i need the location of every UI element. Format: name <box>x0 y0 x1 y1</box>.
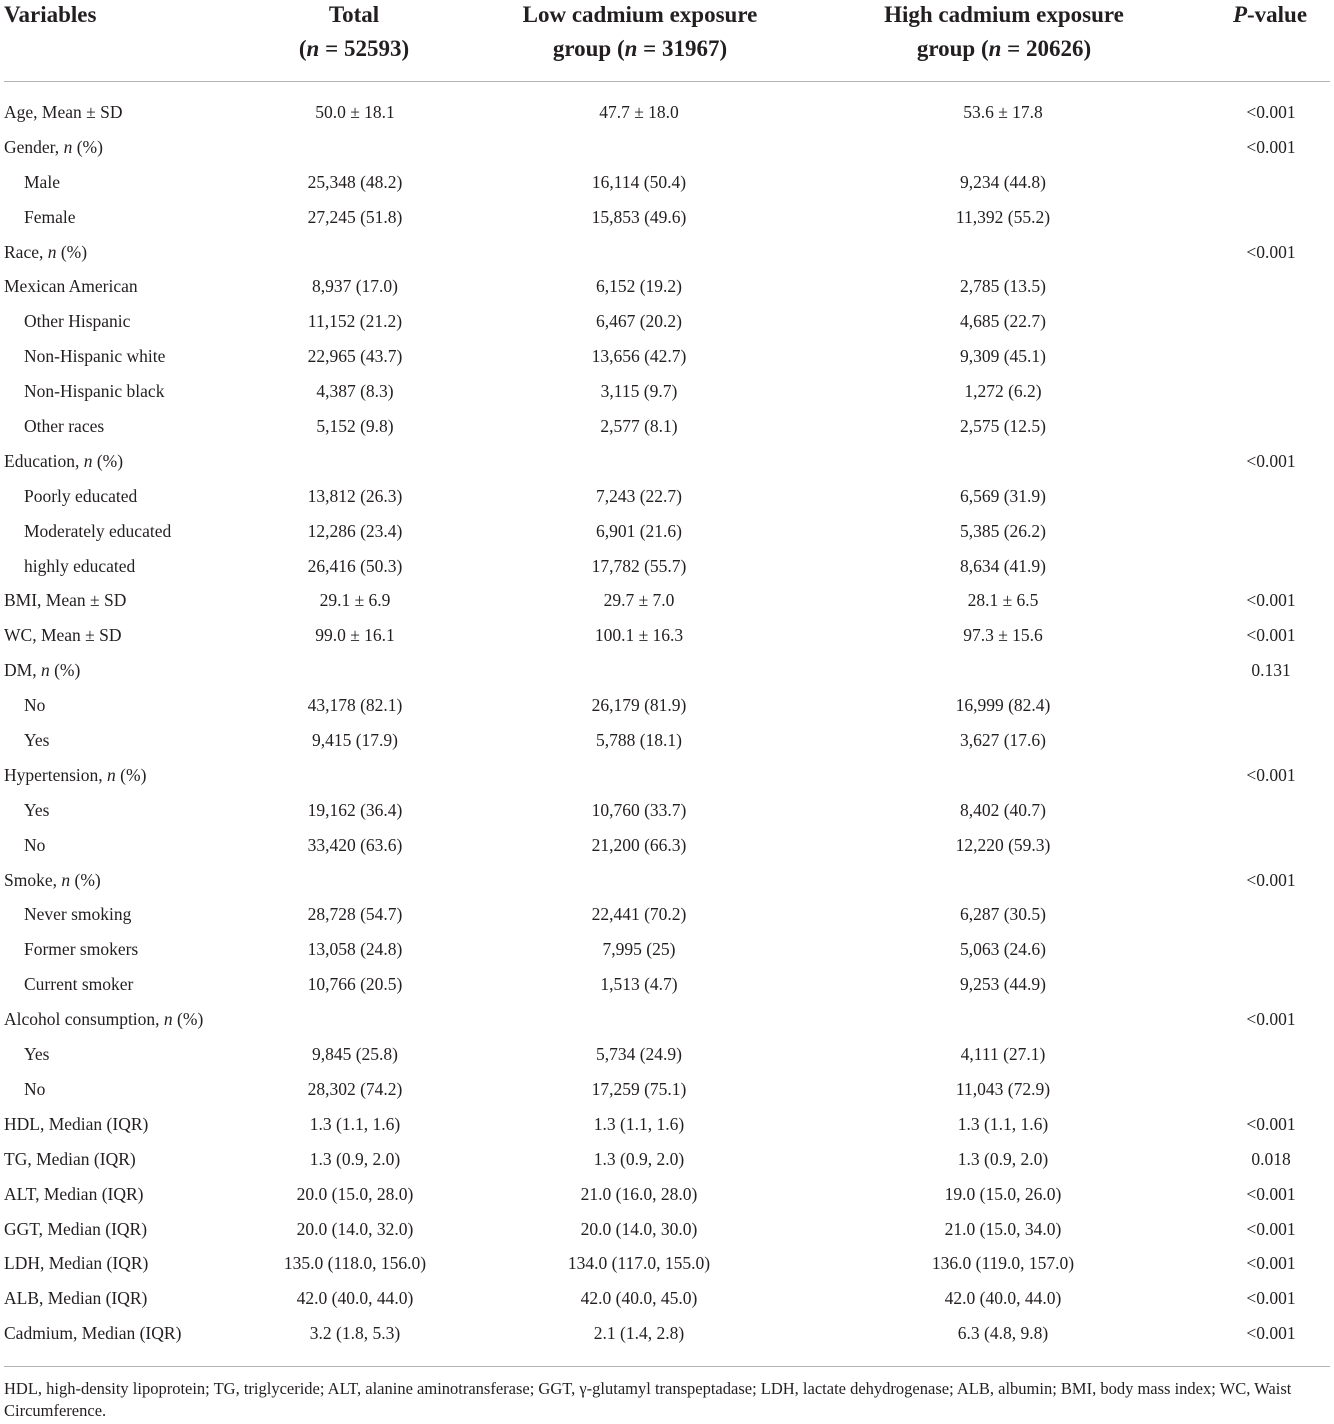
cell-high: 42.0 (40.0, 44.0) <box>944 1288 1062 1309</box>
table-row <box>0 130 1334 165</box>
table-row <box>0 444 1334 479</box>
cell-low: 42.0 (40.0, 45.0) <box>580 1288 698 1309</box>
table-header <box>0 0 1334 80</box>
row-label: Education, n (%) <box>4 450 124 471</box>
cell-p: <0.001 <box>1246 764 1296 785</box>
cell-high: 8,402 (40.7) <box>959 799 1047 820</box>
cell-total: 1.3 (0.9, 2.0) <box>309 1148 401 1169</box>
table-row <box>0 1002 1334 1037</box>
cell-total: 3.2 (1.8, 5.3) <box>309 1323 401 1344</box>
cell-high: 2,785 (13.5) <box>959 276 1047 297</box>
cell-low: 1.3 (0.9, 2.0) <box>593 1148 685 1169</box>
table-row <box>0 1316 1334 1351</box>
cell-high: 11,043 (72.9) <box>955 1078 1051 1099</box>
cell-high: 9,253 (44.9) <box>959 974 1047 995</box>
cell-low: 3,115 (9.7) <box>600 381 678 402</box>
row-label: Cadmium, Median (IQR) <box>4 1323 182 1344</box>
cell-high: 6,287 (30.5) <box>959 904 1047 925</box>
cell-low: 100.1 ± 16.3 <box>594 625 684 646</box>
row-label: Smoke, n (%) <box>4 869 101 890</box>
cell-high: 19.0 (15.0, 26.0) <box>944 1183 1062 1204</box>
cell-p: <0.001 <box>1246 102 1296 122</box>
cell-high: 21.0 (15.0, 34.0) <box>944 1218 1062 1239</box>
cell-total: 9,415 (17.9) <box>311 730 399 751</box>
table-row <box>0 165 1334 200</box>
table-row <box>0 235 1334 270</box>
cell-high: 3,627 (17.6) <box>959 730 1047 751</box>
cell-high: 11,392 (55.2) <box>955 206 1051 227</box>
cell-low: 7,243 (22.7) <box>595 485 683 506</box>
row-label: No <box>24 834 46 855</box>
table-row <box>0 1107 1334 1142</box>
table-row <box>0 793 1334 828</box>
cell-p: <0.001 <box>1246 625 1296 646</box>
table-row <box>0 304 1334 339</box>
header-total <box>254 0 454 66</box>
table-row <box>0 897 1334 932</box>
cell-low: 17,782 (55.7) <box>591 555 687 576</box>
cell-high: 1.3 (0.9, 2.0) <box>957 1148 1049 1169</box>
cell-total: 20.0 (14.0, 32.0) <box>296 1218 414 1239</box>
cell-total: 27,245 (51.8) <box>307 206 403 227</box>
row-label: Yes <box>24 1044 50 1065</box>
table-row <box>0 549 1334 584</box>
cell-total: 10,766 (20.5) <box>307 974 403 995</box>
table-row <box>0 618 1334 653</box>
cell-total: 135.0 (118.0, 156.0) <box>283 1253 427 1274</box>
table-row <box>0 269 1334 304</box>
cell-total: 22,965 (43.7) <box>307 346 403 367</box>
cell-low: 16,114 (50.4) <box>591 171 687 192</box>
table-row <box>0 1037 1334 1072</box>
row-label: HDL, Median (IQR) <box>4 1113 149 1134</box>
row-label: WC, Mean ± SD <box>4 625 122 646</box>
cell-high: 8,634 (41.9) <box>959 555 1047 576</box>
row-label: Gender, n (%) <box>4 136 103 157</box>
cell-high: 1.3 (1.1, 1.6) <box>957 1113 1049 1134</box>
cell-low: 1,513 (4.7) <box>600 974 678 995</box>
row-label: Yes <box>24 730 50 751</box>
cell-p: <0.001 <box>1246 1323 1296 1344</box>
bottom-rule <box>4 1366 1330 1367</box>
cell-high: 12,220 (59.3) <box>955 834 1051 855</box>
row-label: highly educated <box>24 555 136 576</box>
cell-high: 6,569 (31.9) <box>959 485 1047 506</box>
cell-total: 43,178 (82.1) <box>307 695 403 716</box>
table-row <box>0 1072 1334 1107</box>
cell-total: 20.0 (15.0, 28.0) <box>296 1183 414 1204</box>
table-row <box>0 514 1334 549</box>
row-label: Other Hispanic <box>24 311 131 332</box>
cell-high: 1,272 (6.2) <box>964 381 1042 402</box>
cell-low: 6,152 (19.2) <box>595 276 683 297</box>
cell-low: 22,441 (70.2) <box>591 904 687 925</box>
row-label: Race, n (%) <box>4 241 88 262</box>
cell-p: 0.018 <box>1251 1148 1291 1169</box>
row-label: ALT, Median (IQR) <box>4 1183 144 1204</box>
table-row <box>0 374 1334 409</box>
row-label: Mexican American <box>4 276 138 297</box>
cell-total: 19,162 (36.4) <box>307 799 403 820</box>
header-high-line2: group (n = 20626) <box>916 36 1092 61</box>
table-row <box>0 758 1334 793</box>
cell-low: 134.0 (117.0, 155.0) <box>567 1253 711 1274</box>
row-label: Age, Mean ± SD <box>4 102 123 122</box>
cell-low: 2,577 (8.1) <box>600 416 678 437</box>
cell-high: 28.1 ± 6.5 <box>967 590 1039 611</box>
table-footnote: HDL, high-density lipoprotein; TG, triglyceride; ALT, alanine aminotransferase; GGT, γ-glutamyl transpeptadase; LDH, lactate dehydrogenase; ALB, albumin; BMI, body mass index; WC, Waist Circumference. <box>4 1379 1292 1420</box>
cell-p: <0.001 <box>1246 241 1296 262</box>
cell-low: 21,200 (66.3) <box>591 834 687 855</box>
header-total-line2: (n = 52593) <box>298 36 410 61</box>
header-low-exposure <box>490 0 790 66</box>
table-row <box>0 200 1334 235</box>
row-label: ALB, Median (IQR) <box>4 1288 148 1309</box>
cell-low: 21.0 (16.0, 28.0) <box>580 1183 698 1204</box>
row-label: GGT, Median (IQR) <box>4 1218 148 1239</box>
cell-p: <0.001 <box>1246 1288 1296 1309</box>
cell-p: <0.001 <box>1246 450 1296 471</box>
row-label: Non-Hispanic black <box>24 381 165 402</box>
cell-low: 26,179 (81.9) <box>591 695 687 716</box>
cell-low: 29.7 ± 7.0 <box>603 590 675 611</box>
cell-p: <0.001 <box>1246 869 1296 890</box>
cell-total: 33,420 (63.6) <box>307 834 403 855</box>
cell-total: 4,387 (8.3) <box>316 381 394 402</box>
cell-high: 136.0 (119.0, 157.0) <box>931 1253 1075 1274</box>
row-label: Yes <box>24 799 50 820</box>
table-row <box>0 1246 1334 1281</box>
cell-high: 4,111 (27.1) <box>960 1044 1046 1065</box>
cell-total: 9,845 (25.8) <box>311 1044 399 1065</box>
cell-total: 26,416 (50.3) <box>307 555 403 576</box>
table-row <box>0 828 1334 863</box>
row-label: No <box>24 1078 46 1099</box>
cell-p: <0.001 <box>1246 590 1296 611</box>
cell-total: 28,302 (74.2) <box>307 1078 403 1099</box>
cell-total: 25,348 (48.2) <box>307 171 403 192</box>
cell-total: 8,937 (17.0) <box>311 276 399 297</box>
row-label: Former smokers <box>24 939 139 960</box>
table-row <box>0 1281 1334 1316</box>
row-label: Male <box>24 171 60 192</box>
table-row <box>0 95 1334 130</box>
table-row <box>0 967 1334 1002</box>
cell-total: 12,286 (23.4) <box>307 520 403 541</box>
table-row <box>0 339 1334 374</box>
cell-p: 0.131 <box>1251 660 1291 681</box>
cell-low: 10,760 (33.7) <box>591 799 687 820</box>
cell-low: 17,259 (75.1) <box>591 1078 687 1099</box>
cell-high: 6.3 (4.8, 9.8) <box>957 1323 1049 1344</box>
cell-total: 13,058 (24.8) <box>307 939 403 960</box>
row-label: Moderately educated <box>24 520 172 541</box>
cell-total: 99.0 ± 16.1 <box>315 625 395 646</box>
header-pvalue: P-value <box>1232 2 1308 27</box>
cell-low: 5,734 (24.9) <box>595 1044 683 1065</box>
cell-low: 1.3 (1.1, 1.6) <box>593 1113 685 1134</box>
cell-total: 13,812 (26.3) <box>307 485 403 506</box>
header-high-line1: High cadmium exposure <box>884 2 1124 27</box>
table-row <box>0 932 1334 967</box>
row-label: Never smoking <box>24 904 132 925</box>
cell-high: 2,575 (12.5) <box>959 416 1047 437</box>
row-label: TG, Median (IQR) <box>4 1148 136 1169</box>
cell-total: 50.0 ± 18.1 <box>315 102 395 122</box>
header-total-line1: Total <box>328 2 380 27</box>
row-label: LDH, Median (IQR) <box>4 1253 149 1274</box>
cell-high: 9,309 (45.1) <box>959 346 1047 367</box>
table-body <box>0 95 1334 1351</box>
cell-p: <0.001 <box>1246 1183 1296 1204</box>
table-row <box>0 1142 1334 1177</box>
cell-low: 15,853 (49.6) <box>591 206 687 227</box>
header-low-line2: group (n = 31967) <box>552 36 728 61</box>
table-row <box>0 688 1334 723</box>
cell-total: 42.0 (40.0, 44.0) <box>296 1288 414 1309</box>
row-label: Current smoker <box>24 974 134 995</box>
cell-low: 7,995 (25) <box>602 939 676 960</box>
cell-low: 47.7 ± 18.0 <box>599 102 679 122</box>
cell-low: 20.0 (14.0, 30.0) <box>580 1218 698 1239</box>
cell-high: 5,385 (26.2) <box>959 520 1047 541</box>
cell-p: <0.001 <box>1246 136 1296 157</box>
table-row <box>0 1177 1334 1212</box>
table-row <box>0 863 1334 898</box>
cell-total: 29.1 ± 6.9 <box>319 590 391 611</box>
cell-p: <0.001 <box>1246 1009 1296 1030</box>
header-high-exposure <box>854 0 1154 66</box>
cell-low: 5,788 (18.1) <box>595 730 683 751</box>
cell-p: <0.001 <box>1246 1218 1296 1239</box>
table-row <box>0 479 1334 514</box>
row-label: Other races <box>24 416 105 437</box>
table-row <box>0 583 1334 618</box>
cell-total: 1.3 (1.1, 1.6) <box>309 1113 401 1134</box>
table-row <box>0 653 1334 688</box>
cell-high: 4,685 (22.7) <box>959 311 1047 332</box>
cell-total: 28,728 (54.7) <box>307 904 403 925</box>
cell-high: 16,999 (82.4) <box>955 695 1051 716</box>
table-row <box>0 409 1334 444</box>
header-low-line1: Low cadmium exposure <box>522 2 758 27</box>
cell-p: <0.001 <box>1246 1253 1296 1274</box>
row-label: Poorly educated <box>24 485 138 506</box>
row-label: No <box>24 695 46 716</box>
row-label: Female <box>24 206 76 227</box>
table-row <box>0 1212 1334 1247</box>
cell-low: 6,467 (20.2) <box>595 311 683 332</box>
table-row <box>0 723 1334 758</box>
cell-p: <0.001 <box>1246 1113 1296 1134</box>
cell-total: 11,152 (21.2) <box>307 311 403 332</box>
row-label: Hypertension, n (%) <box>4 764 147 785</box>
cell-high: 5,063 (24.6) <box>959 939 1047 960</box>
cell-high: 97.3 ± 15.6 <box>963 625 1043 646</box>
cell-low: 6,901 (21.6) <box>595 520 683 541</box>
cell-high: 9,234 (44.8) <box>959 171 1047 192</box>
row-label: Non-Hispanic white <box>24 346 166 367</box>
cell-low: 2.1 (1.4, 2.8) <box>593 1323 685 1344</box>
header-variables: Variables <box>4 2 97 27</box>
cell-low: 13,656 (42.7) <box>591 346 687 367</box>
row-label: Alcohol consumption, n (%) <box>4 1009 204 1030</box>
header-rule <box>4 81 1330 82</box>
row-label: DM, n (%) <box>4 660 81 681</box>
cell-total: 5,152 (9.8) <box>316 416 394 437</box>
cell-high: 53.6 ± 17.8 <box>963 102 1043 122</box>
row-label: BMI, Mean ± SD <box>4 590 127 611</box>
